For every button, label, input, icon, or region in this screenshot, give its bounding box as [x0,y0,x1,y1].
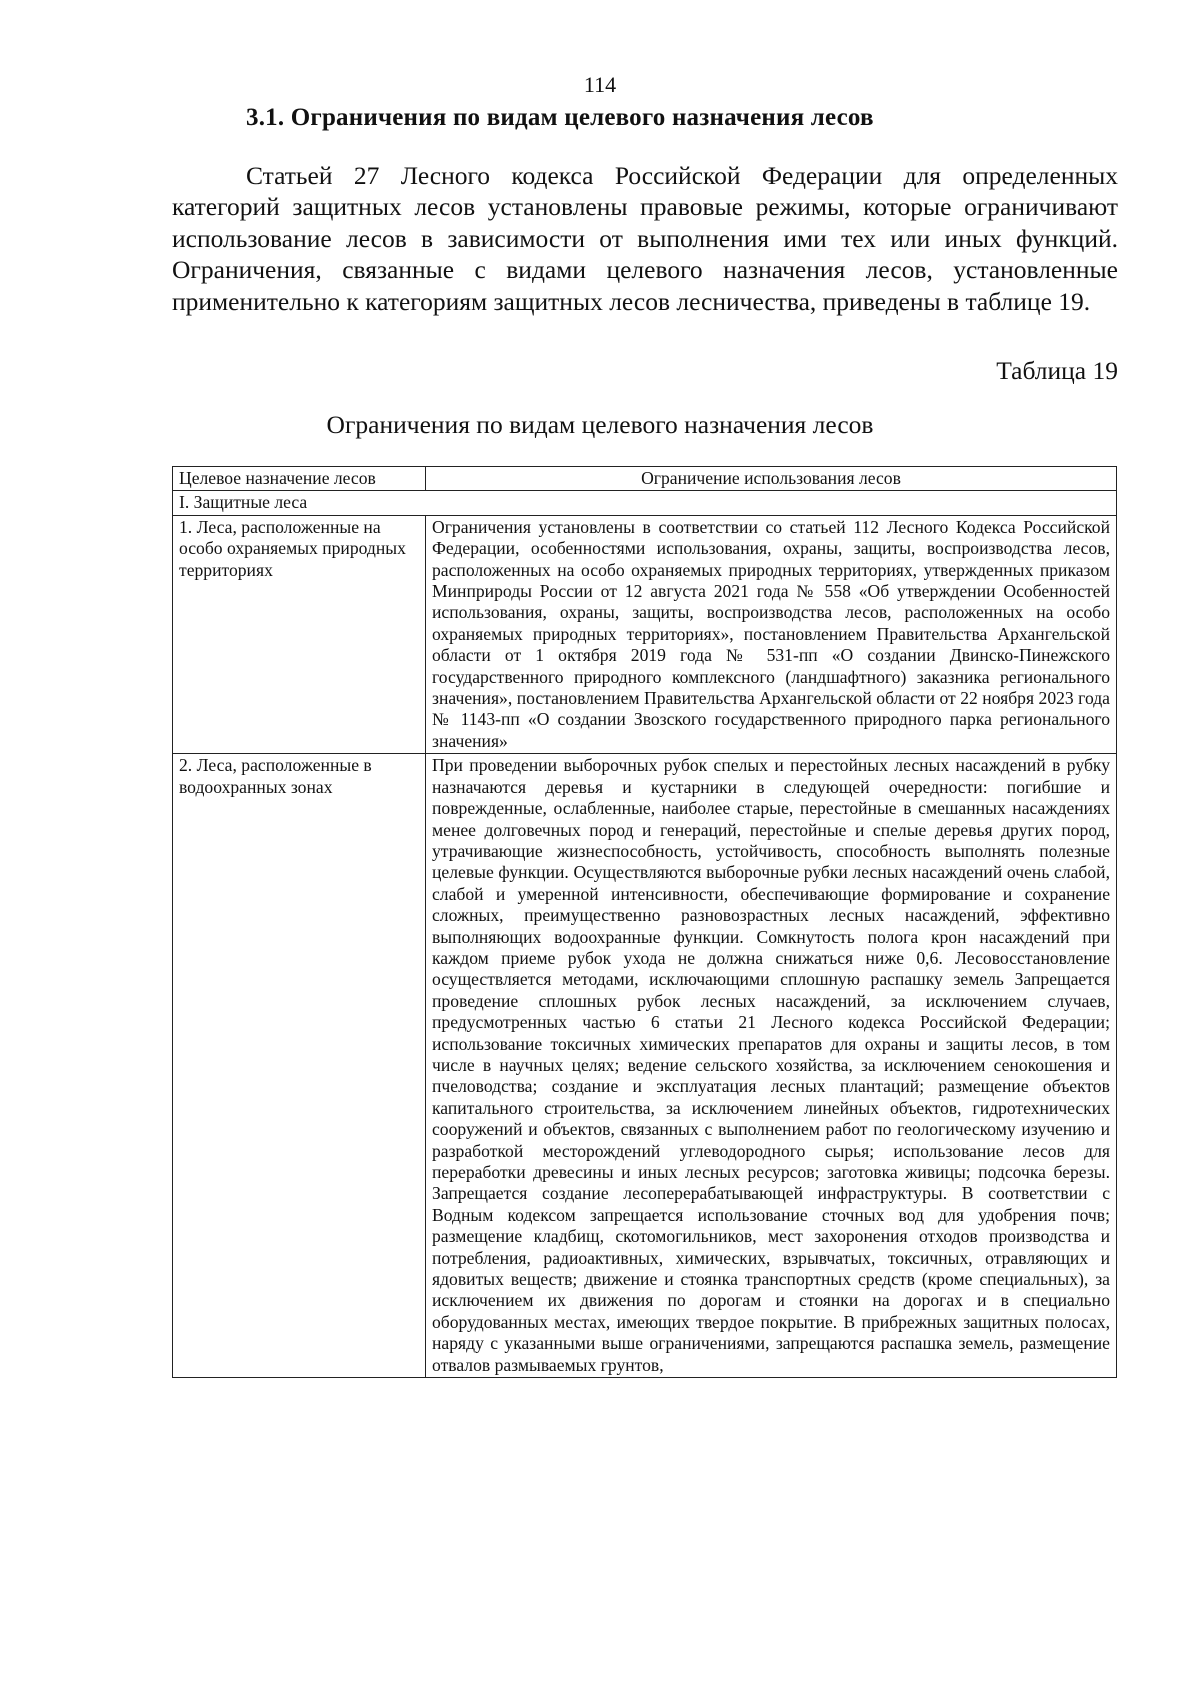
header-restriction: Ограничение использования лесов [426,467,1117,491]
row-purpose: 1. Леса, расположенные на особо охраняемых природных территориях [173,515,426,753]
section-heading: 3.1. Ограничения по видам целевого назначения лесов [246,104,874,131]
table-title: Ограничения по видам целевого назначения лесов [326,410,874,439]
table-header-row [173,467,1117,491]
table-label: Таблица 19 [996,356,1118,385]
header-purpose: Целевое назначение лесов [173,467,426,491]
table-row [173,515,1117,753]
intro-paragraph: Статьей 27 Лесного кодекса Российской Федерации для определенных категорий защитных лесов установлены правовые режимы, которые ограничивают использование лесов в зависимости от выполнения ими тех или иных функций. Ограничения, связанные с видами целевого назначения лесов, установленные применительно к категориям защитных лесов лесничества, приведены в таблице 19. [172,161,1118,316]
table-row [173,754,1117,1378]
row-purpose: 2. Леса, расположенные в водоохранных зонах [173,754,426,1378]
page-number: 114 [583,72,617,97]
group-row-label: I. Защитные леса [173,491,1117,515]
restrictions-table [172,466,1117,1378]
row-restriction: Ограничения установлены в соответствии со статьей 112 Лесного Кодекса Российской Федерации, особенностями использования, охраны, защиты, воспроизводства лесов, расположенных на особо охраняемых природных территориях, утвержденных приказом Минприроды России от 12 августа 2021 года № 558 «Об утверждении Особенностей использования, охраны, защиты, воспроизводства лесов, расположенных на особо охраняемых природных территориях», постановлением Правительства Архангельской области от 1 октября 2019 года № 531-пп «О создании Двинско-Пинежского государственного природного комплексного (ландшафтного) заказника регионального значения», постановлением Правительства Архангельской области от 22 ноября 2023 года № 1143-пп «О создании Звозского государственного природного парка регионального значения» [426,515,1117,753]
row-restriction: При проведении выборочных рубок спелых и перестойных лесных насаждений в рубку назначаются деревья и кустарники в следующей очередности: погибшие и поврежденные, ослабленные, наиболее старые, перестойные в смешанных насаждениях менее долговечных пород и генераций, перестойные и спелые деревья других пород, утрачивающие жизнеспособность, устойчивость, способность выполнять полезные целевые функции. Осуществляются выборочные рубки лесных насаждений очень слабой, слабой и умеренной интенсивности, обеспечивающие формирование и сохранение сложных, преимущественно разновозрастных лесных насаждений, эффективно выполняющих водоохранные функции. Сомкнутость полога крон насаждений при каждом приеме рубок ухода не должна снижаться ниже 0,6. Лесовосстановление осуществляется методами, исключающими сплошную распашку земель Запрещается проведение сплошных рубок лесных насаждений, за исключением случаев, предусмотренных частью 6 статьи 21 Лесного кодекса Российской Федерации; использование токсичных химических препаратов для охраны и защиты лесов, в том числе в научных целях; ведение сельского хозяйства, за исключением сенокошения и пчеловодства; создание и эксплуатация лесных плантаций; размещение объектов капитального строительства, за исключением линейных объектов, гидротехнических сооружений и объектов, связанных с выполнением работ по геологическому изучению и разработкой месторождений углеводородного сырья; использование лесов для переработки древесины и иных лесных ресурсов; заготовка живицы; подсочка березы. Запрещается создание лесоперерабатывающей инфраструктуры. В соответствии с Водным кодексом запрещается использование сточных вод для удобрения почв; размещение кладбищ, скотомогильников, мест захоронения отходов производства и потребления, радиоактивных, химических, взрывчатых, токсичных, отравляющих и ядовитых веществ; движение и стоянка транспортных средств (кроме специальных), за исключением их движения по дорогам и стоянки на дорогах и в специально оборудованных местах, имеющих твердое покрытие. В прибрежных защитных полосах, наряду с указанными выше ограничениями, запрещаются распашка земель, размещение отвалов размываемых грунтов, [426,754,1117,1378]
group-row [173,491,1117,515]
